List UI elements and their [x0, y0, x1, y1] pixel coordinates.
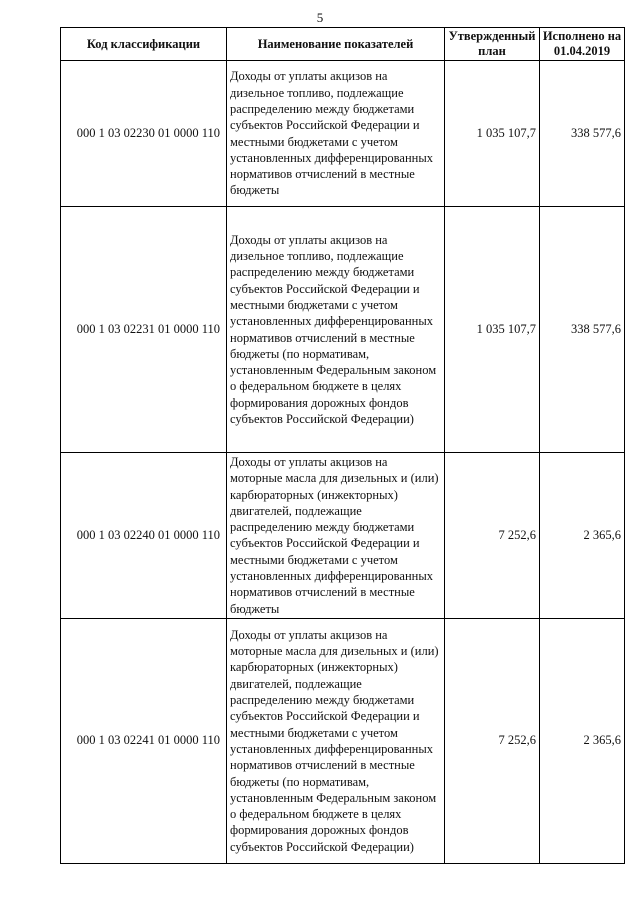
table-row — [61, 207, 625, 453]
table-row — [61, 618, 625, 863]
approved-plan-value: 1 035 107,7 — [445, 61, 540, 207]
approved-plan-value: 7 252,6 — [445, 453, 540, 619]
table-row — [61, 453, 625, 619]
approved-plan-value: 7 252,6 — [445, 618, 540, 863]
header-code: Код классификации — [61, 28, 227, 61]
executed-value: 2 365,6 — [540, 453, 625, 619]
budget-revenue-table — [60, 27, 625, 864]
header-plan: Утвержденный план — [445, 28, 540, 61]
indicator-name: Доходы от уплаты акцизов на дизельное топливо, подлежащие распределению между бюджетами субъектов Российской Федерации и местными бюджетами с учетом установленных дифференцированных нормативов отчислений в местные бюджеты (по нормативам, установленным Федеральным законом о федеральном бюджете в целях формирования дорожных фондов субъектов Российской Федерации) — [227, 207, 445, 453]
header-name: Наименование показателей — [227, 28, 445, 61]
indicator-name: Доходы от уплаты акцизов на дизельное топливо, подлежащие распределению между бюджетами субъектов Российской Федерации и местными бюджетами с учетом установленных дифференцированных нормативов отчислений в местные бюджеты — [227, 61, 445, 207]
indicator-name: Доходы от уплаты акцизов на моторные масла для дизельных и (или) карбюраторных (инжекторных) двигателей, подлежащие распределению между бюджетами субъектов Российской Федерации и местными бюджетами с учетом установленных дифференцированных нормативов отчислений в местные бюджеты — [227, 453, 445, 619]
table-header-row — [61, 28, 625, 61]
executed-value: 338 577,6 — [540, 61, 625, 207]
classification-code: 000 1 03 02241 01 0000 110 — [61, 618, 227, 863]
approved-plan-value: 1 035 107,7 — [445, 207, 540, 453]
classification-code: 000 1 03 02240 01 0000 110 — [61, 453, 227, 619]
page-number: 5 — [316, 10, 324, 25]
executed-value: 338 577,6 — [540, 207, 625, 453]
classification-code: 000 1 03 02230 01 0000 110 — [61, 61, 227, 207]
header-executed: Исполнено на 01.04.2019 — [540, 28, 625, 61]
indicator-name: Доходы от уплаты акцизов на моторные масла для дизельных и (или) карбюраторных (инжекторных) двигателей, подлежащие распределению между бюджетами субъектов Российской Федерации и местными бюджетами с учетом установленных дифференцированных нормативов отчислений в местные бюджеты (по нормативам, установленным Федеральным законом о федеральном бюджете в целях формирования дорожных фондов субъектов Российской Федерации) — [227, 618, 445, 863]
table-row — [61, 61, 625, 207]
classification-code: 000 1 03 02231 01 0000 110 — [61, 207, 227, 453]
executed-value: 2 365,6 — [540, 618, 625, 863]
